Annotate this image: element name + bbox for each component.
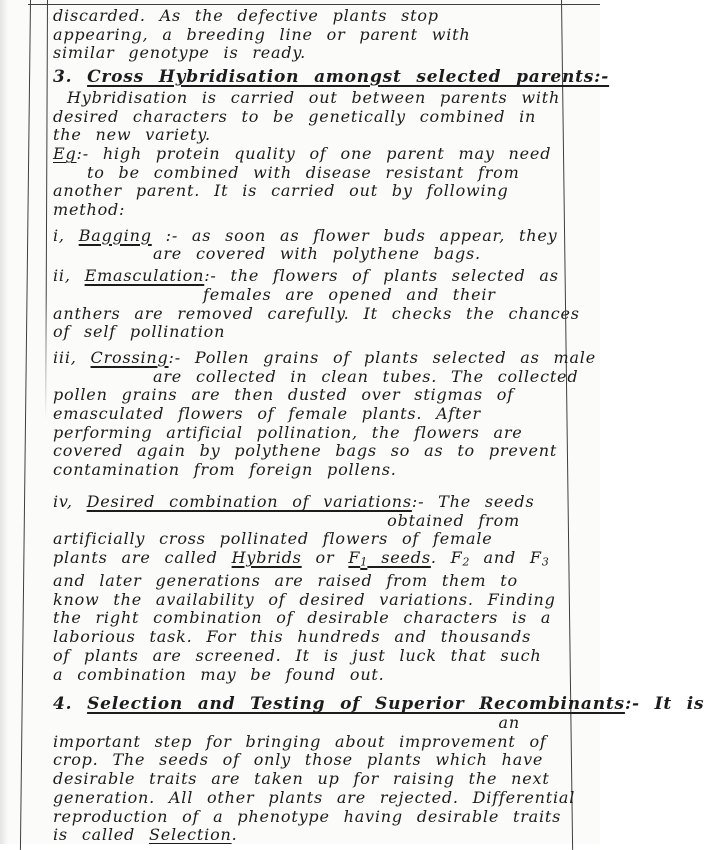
handwritten-text: contamination from foreign pollens. — [53, 460, 397, 480]
handwritten-text: Cross Hybridisation amongst selected parents:- — [87, 67, 610, 88]
handwritten-text: another parent. It is carried out by following — [53, 181, 509, 201]
handwritten-text: :- as soon as flower buds appear, they — [151, 225, 558, 245]
handwritten-text: an — [498, 713, 520, 732]
handwritten-text: seeds — [367, 547, 431, 567]
handwritten-line — [53, 770, 558, 789]
handwritten-text: the right combination of desirable characters is a — [53, 608, 552, 628]
handwritten-line — [53, 366, 579, 387]
handwritten-line — [53, 493, 558, 512]
handwritten-line — [53, 751, 558, 770]
handwritten-line — [53, 694, 704, 715]
handwritten-line — [53, 628, 558, 647]
heading-selection-testing — [53, 694, 704, 715]
handwritten-text: Bagging — [78, 225, 152, 245]
handwritten-text: . — [231, 825, 238, 845]
handwritten-text: iv, — [53, 491, 87, 511]
item-crossing — [53, 347, 596, 480]
handwritten-text: Desired combination of variations — [86, 491, 412, 511]
handwritten-text: 3 — [541, 555, 549, 569]
handwritten-line — [53, 442, 558, 461]
handwritten-text: laborious task. For this hundreds and thousands — [53, 627, 532, 647]
handwritten-text: :- The seeds — [411, 491, 535, 511]
handwritten-line — [53, 572, 558, 591]
handwritten-text: a combination may be found out. — [53, 664, 385, 684]
handwritten-line — [53, 108, 558, 127]
handwritten-text: plants are called — [53, 547, 232, 567]
handwritten-text: :- high protein quality of one parent may need — [76, 143, 552, 163]
handwritten-line — [53, 182, 558, 201]
handwritten-line — [53, 826, 558, 845]
para-example — [53, 145, 558, 220]
heading-cross-hybridisation — [53, 67, 610, 88]
handwritten-text: method: — [53, 200, 126, 220]
handwritten-text: :- the flowers of plants selected as — [204, 266, 559, 286]
handwritten-line — [53, 666, 558, 685]
handwritten-text: anthers are removed carefully. It checks the chances — [53, 303, 580, 323]
right-margin-line — [561, 0, 573, 850]
handwriting-area — [53, 6, 704, 845]
left-margin-line-inner — [45, 0, 48, 420]
handwritten-line — [53, 424, 558, 443]
handwritten-line — [53, 7, 558, 26]
handwritten-text: is called — [53, 825, 149, 845]
handwritten-line — [53, 530, 558, 549]
page-edge-shadow — [0, 0, 8, 844]
handwritten-line — [53, 286, 558, 305]
handwritten-line — [53, 201, 558, 220]
handwritten-text: ii, — [53, 266, 85, 286]
handwritten-text: Crossing — [90, 347, 169, 367]
handwritten-text: pollen grains are then dusted over stigmas of — [53, 385, 514, 405]
handwritten-text: 2 — [462, 555, 470, 569]
handwritten-line — [53, 405, 558, 424]
handwritten-text: and later generations are raised from them to — [53, 571, 518, 591]
handwritten-text: iii, — [53, 347, 91, 367]
handwritten-text: F — [348, 547, 361, 567]
handwritten-line — [53, 67, 610, 88]
item-bagging — [53, 227, 558, 264]
handwritten-text: similar genotype is ready. — [53, 43, 307, 63]
handwritten-text: Hybrids — [231, 547, 302, 567]
handwritten-line — [53, 267, 558, 286]
handwritten-text: appearing, a breeding line or parent with — [53, 24, 471, 44]
para-hybridisation — [53, 87, 561, 145]
handwritten-line — [53, 227, 558, 246]
handwritten-text: Emasculation — [84, 266, 205, 286]
handwritten-text: of self pollination — [53, 322, 226, 342]
handwritten-text: desirable traits are taken up for raising the next — [53, 769, 550, 789]
left-margin-line-outer — [20, 0, 31, 850]
handwritten-line — [53, 512, 558, 531]
handwritten-text: 1 — [360, 555, 368, 569]
handwritten-line — [53, 609, 558, 628]
handwritten-line — [53, 806, 562, 827]
para-intro — [53, 7, 558, 63]
handwritten-text: i, — [53, 225, 79, 245]
handwritten-line — [53, 87, 561, 108]
handwritten-text: females are opened and their — [203, 284, 496, 304]
handwritten-line — [53, 714, 558, 733]
handwritten-text: performing artificial pollination, the flowers are — [53, 422, 523, 442]
handwritten-text: 4. — [53, 694, 88, 715]
handwritten-line — [53, 386, 558, 405]
handwritten-text: emasculated flowers of female plants. After — [53, 404, 481, 424]
para-selection — [53, 713, 576, 845]
handwritten-line — [53, 647, 558, 666]
handwritten-text: Eg — [53, 143, 77, 163]
handwritten-text: reproduction of a phenotype having desirable traits — [53, 806, 562, 826]
handwritten-text: are collected in clean tubes. The collected — [153, 366, 579, 386]
handwritten-text: :- It is — [624, 694, 704, 715]
handwritten-text: 3. — [53, 67, 88, 88]
handwritten-text: to be combined with disease resistant from — [87, 162, 520, 182]
handwritten-text: artificially cross pollinated flowers of female — [53, 529, 493, 549]
handwritten-line — [53, 26, 558, 45]
handwritten-line — [53, 461, 558, 480]
handwritten-text: desired characters to be genetically combined in — [53, 106, 537, 126]
handwritten-line — [53, 347, 596, 368]
handwritten-text: and F — [469, 547, 542, 567]
handwritten-line — [53, 126, 558, 145]
handwritten-text: . F — [430, 547, 463, 567]
handwritten-text: important step for bringing about improvement of — [53, 731, 547, 751]
handwritten-line — [53, 733, 558, 752]
item-emasculation — [53, 266, 580, 342]
handwritten-text: crop. The seeds of only those plants which have — [53, 750, 544, 770]
handwritten-line — [53, 591, 558, 610]
handwritten-text: Selection and Testing of Superior Recombinants — [87, 694, 625, 715]
handwritten-line — [53, 145, 558, 164]
item-desired-combination — [53, 493, 558, 684]
handwritten-text: of plants are screened. It is just luck that such — [53, 645, 542, 665]
handwritten-line — [53, 44, 558, 63]
handwritten-text: obtained from — [387, 510, 520, 530]
handwritten-line — [53, 549, 558, 572]
handwritten-text: the new variety. — [53, 125, 211, 145]
handwritten-line — [53, 787, 576, 808]
handwritten-text: are covered with polythene bags. — [153, 244, 481, 264]
handwritten-text: :- Pollen grains of plants selected as male — [168, 347, 596, 367]
handwritten-text: covered again by polythene bags so as to prevent — [53, 441, 558, 461]
handwritten-text: Hybridisation is carried out between parents with — [67, 87, 561, 107]
handwritten-text: generation. All other plants are rejected. Differential — [53, 787, 576, 807]
handwritten-line — [53, 323, 558, 342]
handwritten-text: or — [301, 547, 349, 567]
handwritten-text: discarded. As the defective plants stop — [53, 6, 439, 25]
handwritten-text: know the availability of desired variations. Finding — [53, 589, 556, 609]
handwritten-line — [53, 303, 580, 324]
handwritten-text: Selection — [148, 825, 232, 845]
handwritten-line — [53, 245, 558, 264]
handwritten-line — [53, 164, 558, 183]
